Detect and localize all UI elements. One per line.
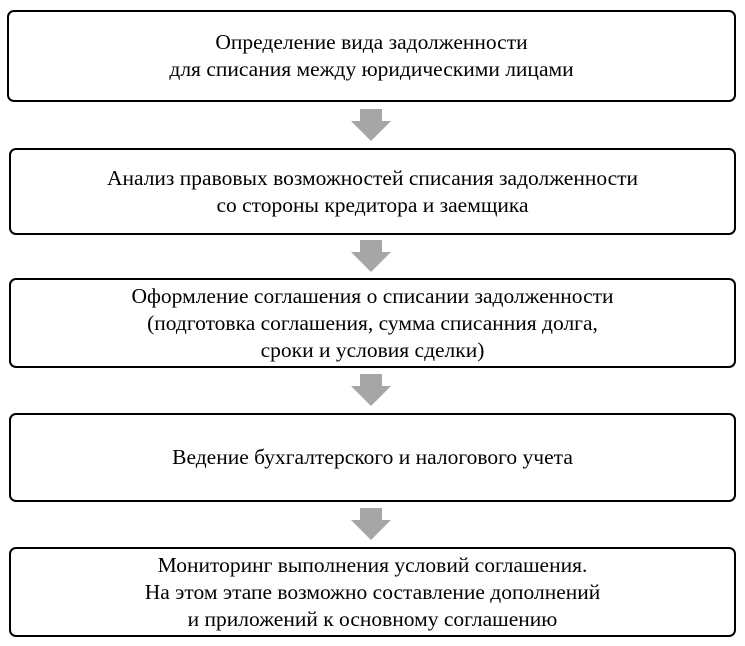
step-1-line-1: Определение вида задолженности: [215, 30, 528, 54]
step-2-line-1: Анализ правовых возможностей списания задолженности: [106, 165, 639, 190]
step-box-2: [9, 148, 736, 235]
step-4-line-1: Ведение бухгалтерского и налогового учета: [172, 445, 573, 469]
step-box-1: [7, 10, 736, 102]
step-2-line-2: со стороны кредитора и заемщика: [216, 192, 529, 217]
step-box-3: [9, 278, 736, 368]
step-box-5: [9, 547, 736, 637]
down-arrow-icon: [351, 508, 391, 540]
down-arrow-icon: [351, 374, 391, 406]
step-5-line-3: и приложений к основному соглашению: [187, 606, 558, 631]
step-3-line-1: Оформление соглашения о списании задолженности: [131, 283, 614, 308]
step-box-4: [9, 413, 736, 502]
down-arrow-icon: [351, 109, 391, 141]
step-1-line-2: для списания между юридическими лицами: [169, 57, 574, 81]
step-3-line-2: (подготовка соглашения, сумма списанния долга,: [147, 310, 598, 335]
down-arrow-icon: [351, 240, 391, 272]
step-3-line-3: сроки и условия сделки): [260, 337, 485, 362]
step-5-line-2: На этом этапе возможно составление дополнений: [144, 579, 601, 604]
step-5-line-1: Мониторинг выполнения условий соглашения.: [157, 552, 588, 577]
